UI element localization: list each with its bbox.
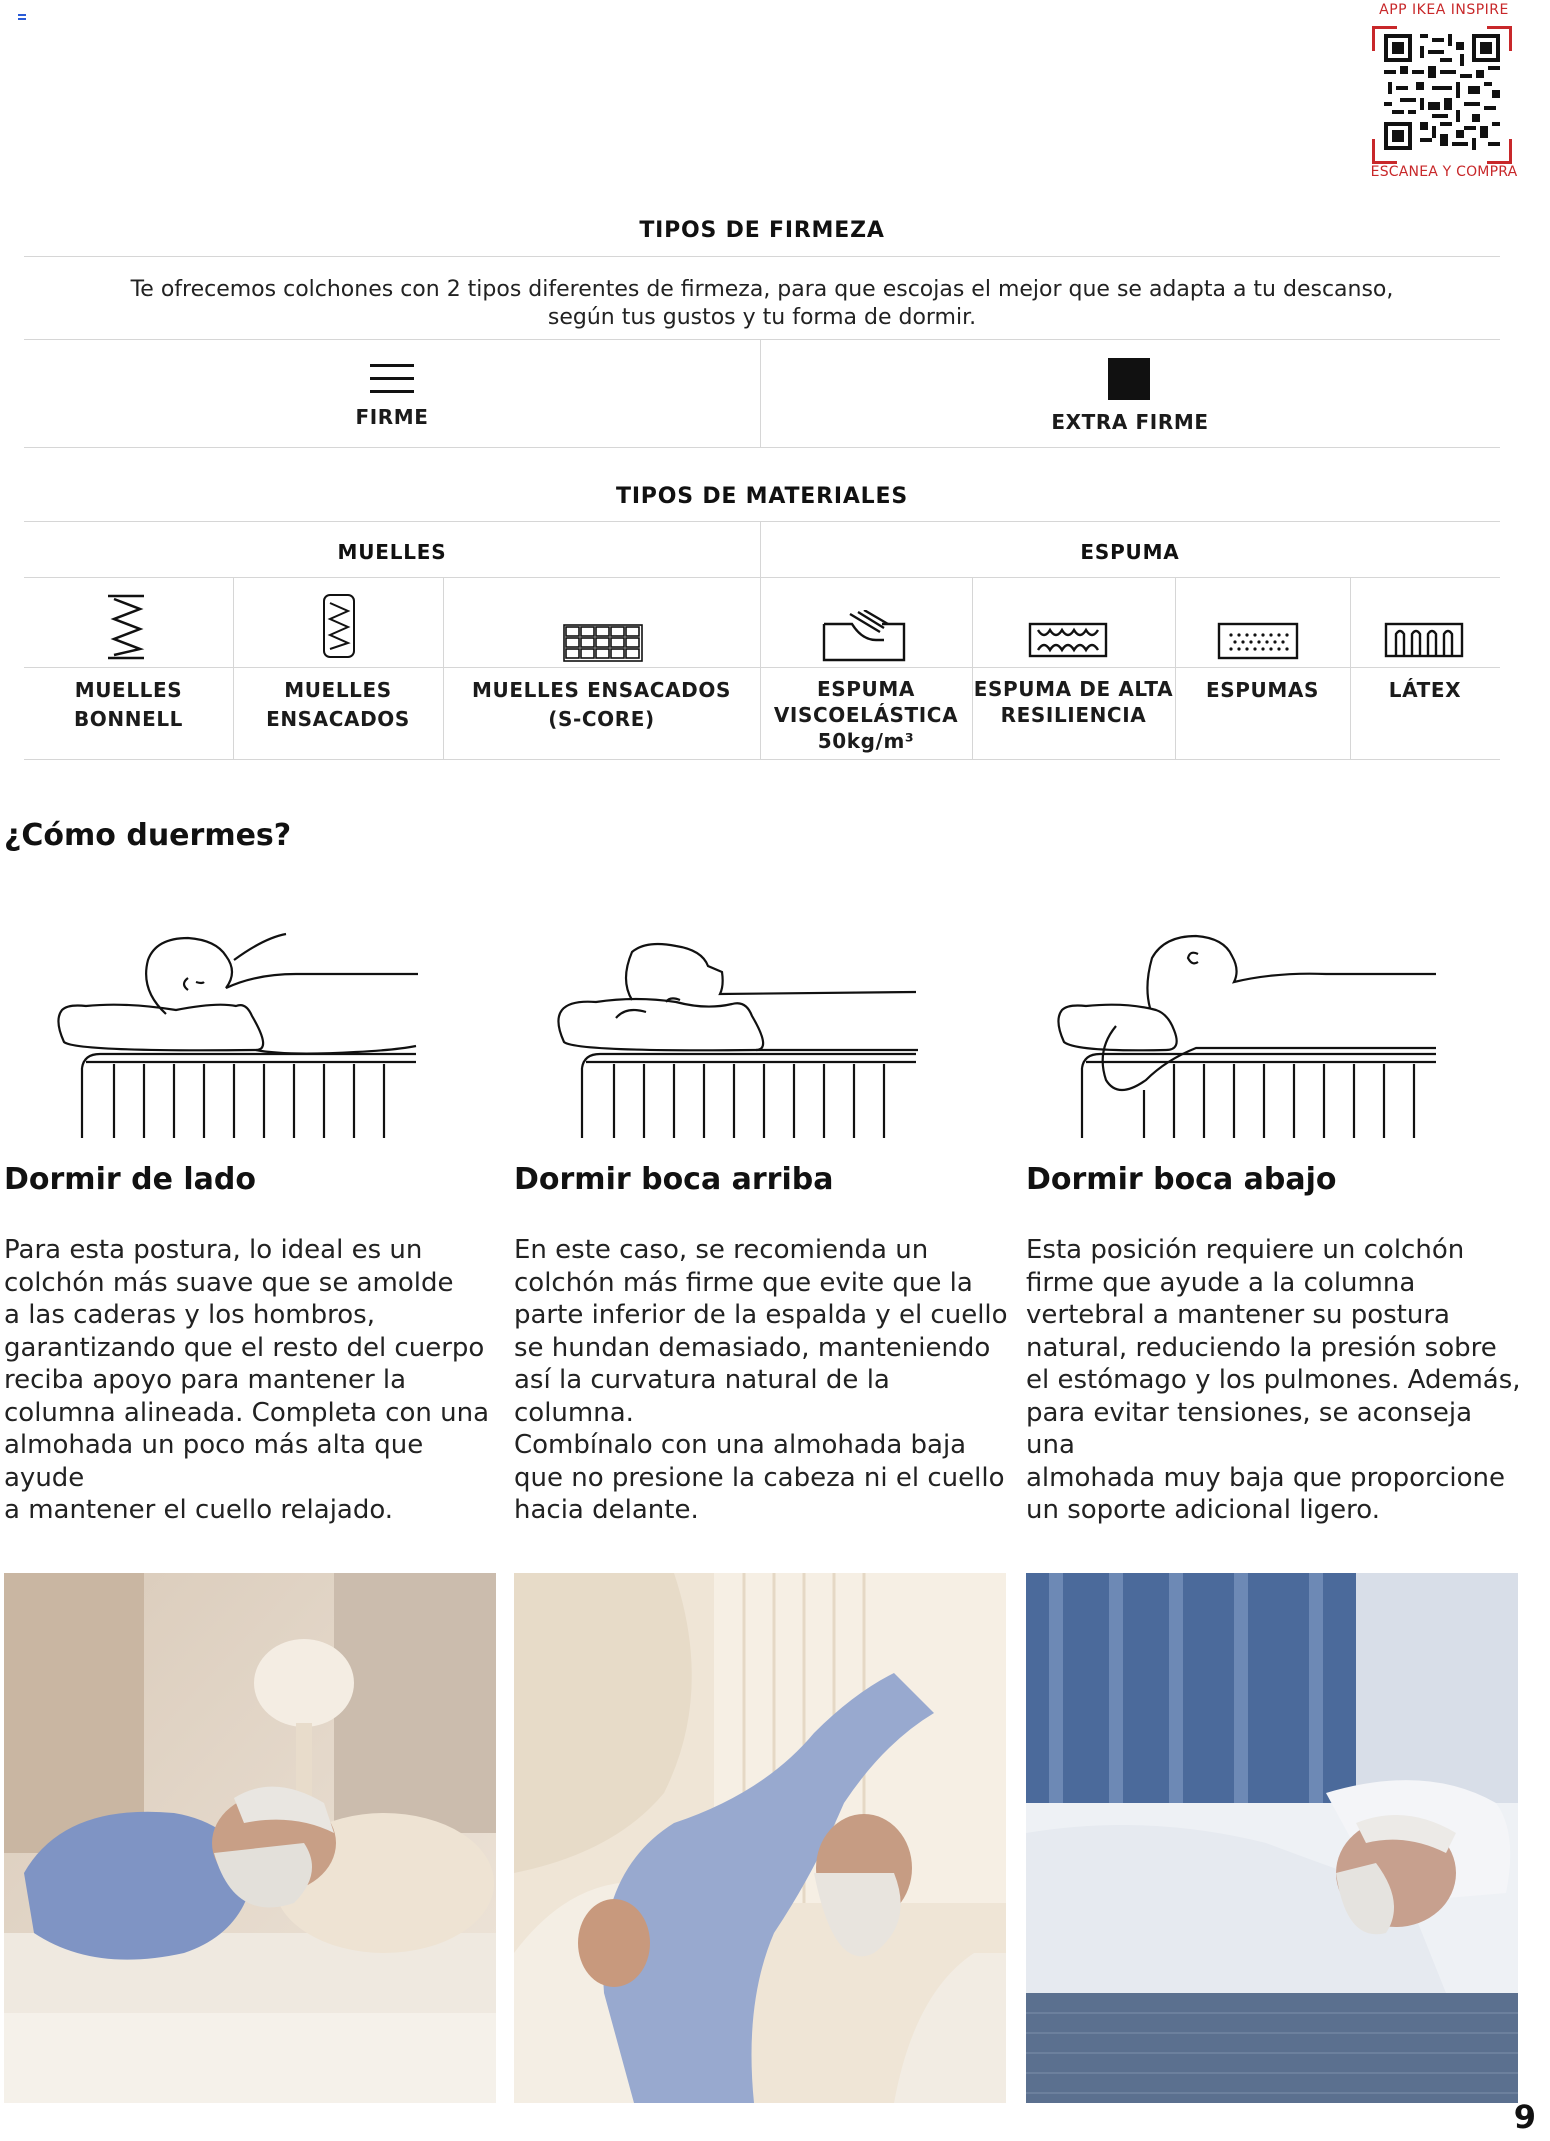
- group-espuma: ESPUMA: [1080, 540, 1180, 564]
- s-core-spring-icon: [563, 624, 643, 662]
- text-line: un soporte adicional ligero.: [1026, 1495, 1380, 1525]
- divider: [24, 577, 1500, 578]
- material-latex: [1350, 676, 1500, 705]
- text-line: almohada un poco más alta que ayude: [4, 1430, 424, 1493]
- material-muelles-ensacados: [233, 676, 443, 734]
- text-line: a mantener el cuello relajado.: [4, 1495, 394, 1525]
- material-label-line: MUELLES: [74, 678, 183, 702]
- divider: [24, 339, 1500, 340]
- divider: [24, 256, 1500, 257]
- text-line: se hundan demasiado, manteniendo: [514, 1332, 991, 1363]
- stomach-sleep-text: [1026, 1234, 1526, 1527]
- text-line: que no presione la cabeza ni el cuello: [514, 1462, 1005, 1493]
- text-line: reciba apoyo para mantener la: [4, 1365, 407, 1395]
- firmness-option-firme: FIRME: [355, 405, 429, 429]
- text-line: almohada muy baja que proporcione: [1026, 1462, 1506, 1493]
- text-line: parte inferior de la espalda y el cuello: [514, 1300, 1008, 1330]
- text-line: el estómago y los pulmones. Además,: [1026, 1365, 1521, 1395]
- group-muelles: MUELLES: [337, 540, 447, 564]
- text-line: colchón más firme que evite que la: [514, 1267, 973, 1298]
- material-label-line: ESPUMAS: [1206, 678, 1319, 702]
- back-sleeper-illustration: [556, 930, 926, 1140]
- stomach-sleeping-photo: [1026, 1573, 1518, 2103]
- high-resilience-foam-icon: [1028, 620, 1108, 660]
- material-espuma-alta-resiliencia: [972, 676, 1175, 728]
- text-line: firme que ayude a la columna: [1026, 1267, 1416, 1298]
- back-sleeping-photo: [514, 1573, 1006, 2103]
- material-espuma-viscoelastica: [760, 676, 972, 754]
- stomach-sleep-title: Dormir boca abajo: [1026, 1162, 1337, 1197]
- back-sleep-title: Dormir boca arriba: [514, 1162, 834, 1197]
- divider: [24, 667, 1500, 668]
- material-label-line: 50kg/m³: [817, 729, 915, 753]
- foam-icon: [1217, 622, 1299, 660]
- material-label-line: MUELLES ENSACADOS: [472, 678, 731, 702]
- material-label-line: ESPUMA: [817, 677, 915, 701]
- material-label-line: RESILIENCIA: [1000, 703, 1147, 727]
- text-line: garantizando que el resto del cuerpo: [4, 1332, 485, 1363]
- qr-code-icon[interactable]: [1384, 34, 1500, 150]
- divider: [24, 521, 1500, 522]
- side-sleep-title: Dormir de lado: [4, 1162, 256, 1197]
- divider: [24, 759, 1500, 760]
- firmness-intro-line2: según tus gustos y tu forma de dormir.: [547, 305, 977, 330]
- text-line: para evitar tensiones, se aconseja una: [1026, 1397, 1473, 1460]
- three-lines-icon: [370, 362, 414, 394]
- qr-bottom-label: ESCANEA Y COMPRA: [1370, 164, 1518, 180]
- stomach-sleeper-illustration: [1056, 930, 1456, 1140]
- pocket-spring-icon: [321, 593, 357, 659]
- qr-top-label: APP IKEA INSPIRE: [1379, 2, 1509, 18]
- material-muelles-bonnell: [24, 676, 233, 734]
- back-sleep-text: [514, 1234, 1014, 1527]
- material-label-line: VISCOELÁSTICA: [773, 703, 959, 727]
- text-line: natural, reduciendo la presión sobre: [1026, 1332, 1497, 1363]
- materials-title: TIPOS DE MATERIALES: [616, 484, 908, 509]
- bonnell-spring-icon: [106, 593, 146, 661]
- text-line: hacia delante.: [514, 1495, 699, 1525]
- page-marker: [18, 14, 28, 22]
- text-line: colchón más suave que se amolde: [4, 1267, 454, 1298]
- memory-foam-icon: [822, 610, 906, 662]
- firmness-title: TIPOS DE FIRMEZA: [639, 218, 885, 243]
- latex-icon: [1384, 620, 1464, 660]
- divider: [1350, 577, 1351, 759]
- material-label-line: LÁTEX: [1388, 678, 1462, 702]
- side-sleeper-illustration: [56, 930, 426, 1140]
- text-line: Combínalo con una almohada baja: [514, 1430, 967, 1460]
- text-line: Esta posición requiere un colchón: [1026, 1235, 1465, 1265]
- text-line: vertebral a mantener su postura: [1026, 1300, 1450, 1330]
- material-muelles-s-core: [443, 676, 760, 734]
- firmness-intro-line1: Te ofrecemos colchones con 2 tipos diferentes de firmeza, para que escojas el mejor que se adapta a tu descanso,: [130, 277, 1394, 302]
- text-line: Para esta postura, lo ideal es un: [4, 1235, 423, 1265]
- firmness-option-extra-firme: EXTRA FIRME: [1051, 410, 1209, 434]
- sleep-heading: ¿Cómo duermes?: [4, 818, 292, 853]
- page-number: 9: [1513, 2098, 1536, 2136]
- text-line: columna alineada. Completa con una: [4, 1397, 489, 1428]
- text-line: a las caderas y los hombros,: [4, 1300, 375, 1330]
- side-sleeping-photo: [4, 1573, 496, 2103]
- material-label-line: MUELLES: [284, 678, 392, 702]
- divider: [972, 577, 973, 759]
- material-label-line: (S-CORE): [548, 707, 655, 731]
- text-line: En este caso, se recomienda un: [514, 1235, 929, 1265]
- divider: [1175, 577, 1176, 759]
- material-label-line: ENSACADOS: [266, 707, 410, 731]
- material-label-line: BONNELL: [73, 707, 184, 731]
- material-espumas: [1175, 676, 1350, 705]
- material-label-line: ESPUMA DE ALTA: [973, 677, 1174, 701]
- text-line: así la curvatura natural de la columna.: [514, 1365, 890, 1428]
- divider: [24, 447, 1500, 448]
- solid-square-icon: [1108, 358, 1150, 400]
- side-sleep-text: [4, 1234, 504, 1527]
